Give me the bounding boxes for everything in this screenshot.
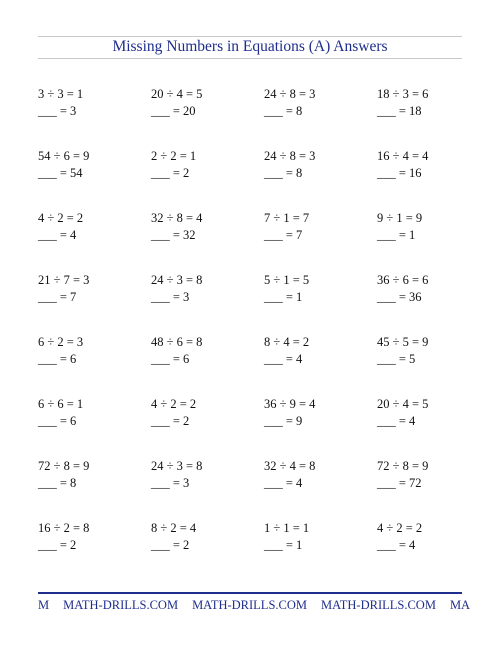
problem-item: [377, 86, 487, 120]
answer-text: ___ = 3: [151, 476, 190, 490]
answer-text: ___ = 32: [151, 228, 196, 242]
answer-text: ___ = 3: [151, 290, 190, 304]
answer-text: ___ = 4: [38, 228, 77, 242]
answer-text: ___ = 6: [151, 352, 190, 366]
problem-item: [264, 210, 374, 244]
problem-row: [38, 520, 478, 560]
answer-text: ___ = 1: [264, 538, 303, 552]
equation-text: 16 ÷ 2 = 8: [38, 521, 90, 535]
equation-text: 6 ÷ 6 = 1: [38, 397, 84, 411]
problem-item: [377, 272, 487, 306]
equation-text: 1 ÷ 1 = 1: [264, 521, 310, 535]
problem-row: [38, 458, 478, 498]
answer-text: ___ = 1: [377, 228, 416, 242]
equation-text: 8 ÷ 4 = 2: [264, 335, 310, 349]
answer-text: ___ = 6: [38, 352, 77, 366]
equation-text: 6 ÷ 2 = 3: [38, 335, 84, 349]
answer-text: ___ = 4: [377, 538, 416, 552]
equation-text: 36 ÷ 9 = 4: [264, 397, 316, 411]
problem-item: [377, 210, 487, 244]
problem-item: [151, 210, 261, 244]
answer-text: ___ = 2: [38, 538, 77, 552]
equation-text: 18 ÷ 3 = 6: [377, 87, 429, 101]
problem-item: [377, 334, 487, 368]
answer-text: ___ = 2: [151, 166, 190, 180]
answer-text: ___ = 4: [264, 476, 303, 490]
equation-text: 20 ÷ 4 = 5: [151, 87, 203, 101]
page-title: Missing Numbers in Equations (A) Answers: [112, 38, 388, 55]
problem-item: [151, 458, 261, 492]
problem-item: [264, 458, 374, 492]
problem-item: [151, 148, 261, 182]
answer-text: ___ = 4: [264, 352, 303, 366]
answer-text: ___ = 18: [377, 104, 422, 118]
answer-text: ___ = 9: [264, 414, 303, 428]
problem-item: [264, 272, 374, 306]
answer-text: ___ = 20: [151, 104, 196, 118]
equation-text: 21 ÷ 7 = 3: [38, 273, 90, 287]
problem-item: [38, 520, 148, 554]
equation-text: 24 ÷ 3 = 8: [151, 459, 203, 473]
answer-text: ___ = 7: [38, 290, 77, 304]
problem-item: [38, 334, 148, 368]
answer-text: ___ = 4: [377, 414, 416, 428]
equation-text: 9 ÷ 1 = 9: [377, 211, 423, 225]
equation-text: 5 ÷ 1 = 5: [264, 273, 310, 287]
footer-watermark-text: MATH-DRILLS.COM: [63, 598, 179, 612]
equation-text: 32 ÷ 8 = 4: [151, 211, 203, 225]
equation-text: 4 ÷ 2 = 2: [377, 521, 423, 535]
answer-text: ___ = 8: [264, 166, 303, 180]
problem-item: [264, 520, 374, 554]
footer-banner: [38, 592, 471, 616]
problem-item: [264, 148, 374, 182]
equation-text: 32 ÷ 4 = 8: [264, 459, 316, 473]
equation-text: 24 ÷ 8 = 3: [264, 87, 316, 101]
answer-text: ___ = 54: [38, 166, 83, 180]
equation-text: 16 ÷ 4 = 4: [377, 149, 429, 163]
problem-item: [38, 272, 148, 306]
equation-text: 4 ÷ 2 = 2: [151, 397, 197, 411]
problem-item: [38, 86, 148, 120]
answer-text: ___ = 5: [377, 352, 416, 366]
footer-watermark-text: MATH-DRILLS.COM: [192, 598, 307, 612]
problem-row: [38, 334, 478, 374]
problem-item: [151, 520, 261, 554]
equation-text: 72 ÷ 8 = 9: [377, 459, 429, 473]
problem-row: [38, 210, 478, 250]
problem-item: [151, 396, 261, 430]
problem-item: [377, 148, 487, 182]
problem-item: [151, 334, 261, 368]
answer-text: ___ = 72: [377, 476, 422, 490]
problem-item: [38, 396, 148, 430]
equation-text: 8 ÷ 2 = 4: [151, 521, 197, 535]
answer-text: ___ = 2: [151, 414, 190, 428]
equation-text: 54 ÷ 6 = 9: [38, 149, 90, 163]
equation-text: 72 ÷ 8 = 9: [38, 459, 90, 473]
equation-text: 36 ÷ 6 = 6: [377, 273, 429, 287]
equation-text: 2 ÷ 2 = 1: [151, 149, 197, 163]
equation-text: 4 ÷ 2 = 2: [38, 211, 84, 225]
answer-text: ___ = 3: [38, 104, 77, 118]
problem-item: [151, 86, 261, 120]
equation-text: 45 ÷ 5 = 9: [377, 335, 429, 349]
answer-text: ___ = 2: [151, 538, 190, 552]
equation-text: 24 ÷ 3 = 8: [151, 273, 203, 287]
problem-item: [151, 272, 261, 306]
answer-text: ___ = 1: [264, 290, 303, 304]
problem-item: [377, 520, 487, 554]
answer-text: ___ = 6: [38, 414, 77, 428]
footer-watermark-text: M: [38, 598, 50, 612]
equation-text: 48 ÷ 6 = 8: [151, 335, 203, 349]
answer-text: ___ = 7: [264, 228, 303, 242]
footer-watermark-text: MA: [449, 598, 471, 612]
equation-text: 24 ÷ 8 = 3: [264, 149, 316, 163]
footer-watermark-text: MATH-DRILLS.COM: [321, 598, 436, 612]
equation-text: 20 ÷ 4 = 5: [377, 397, 429, 411]
problem-row: [38, 148, 478, 188]
problem-item: [38, 148, 148, 182]
problem-item: [377, 458, 487, 492]
equation-text: 7 ÷ 1 = 7: [264, 211, 310, 225]
problem-row: [38, 86, 478, 126]
title-rule: [38, 58, 462, 59]
problem-item: [264, 396, 374, 430]
problem-item: [264, 86, 374, 120]
equation-text: 3 ÷ 3 = 1: [38, 87, 84, 101]
problem-item: [264, 334, 374, 368]
answer-text: ___ = 8: [264, 104, 303, 118]
answer-text: ___ = 16: [377, 166, 422, 180]
problem-item: [377, 396, 487, 430]
answer-text: ___ = 36: [377, 290, 422, 304]
problem-item: [38, 210, 148, 244]
problem-row: [38, 272, 478, 312]
answer-text: ___ = 8: [38, 476, 77, 490]
problem-row: [38, 396, 478, 436]
problem-item: [38, 458, 148, 492]
